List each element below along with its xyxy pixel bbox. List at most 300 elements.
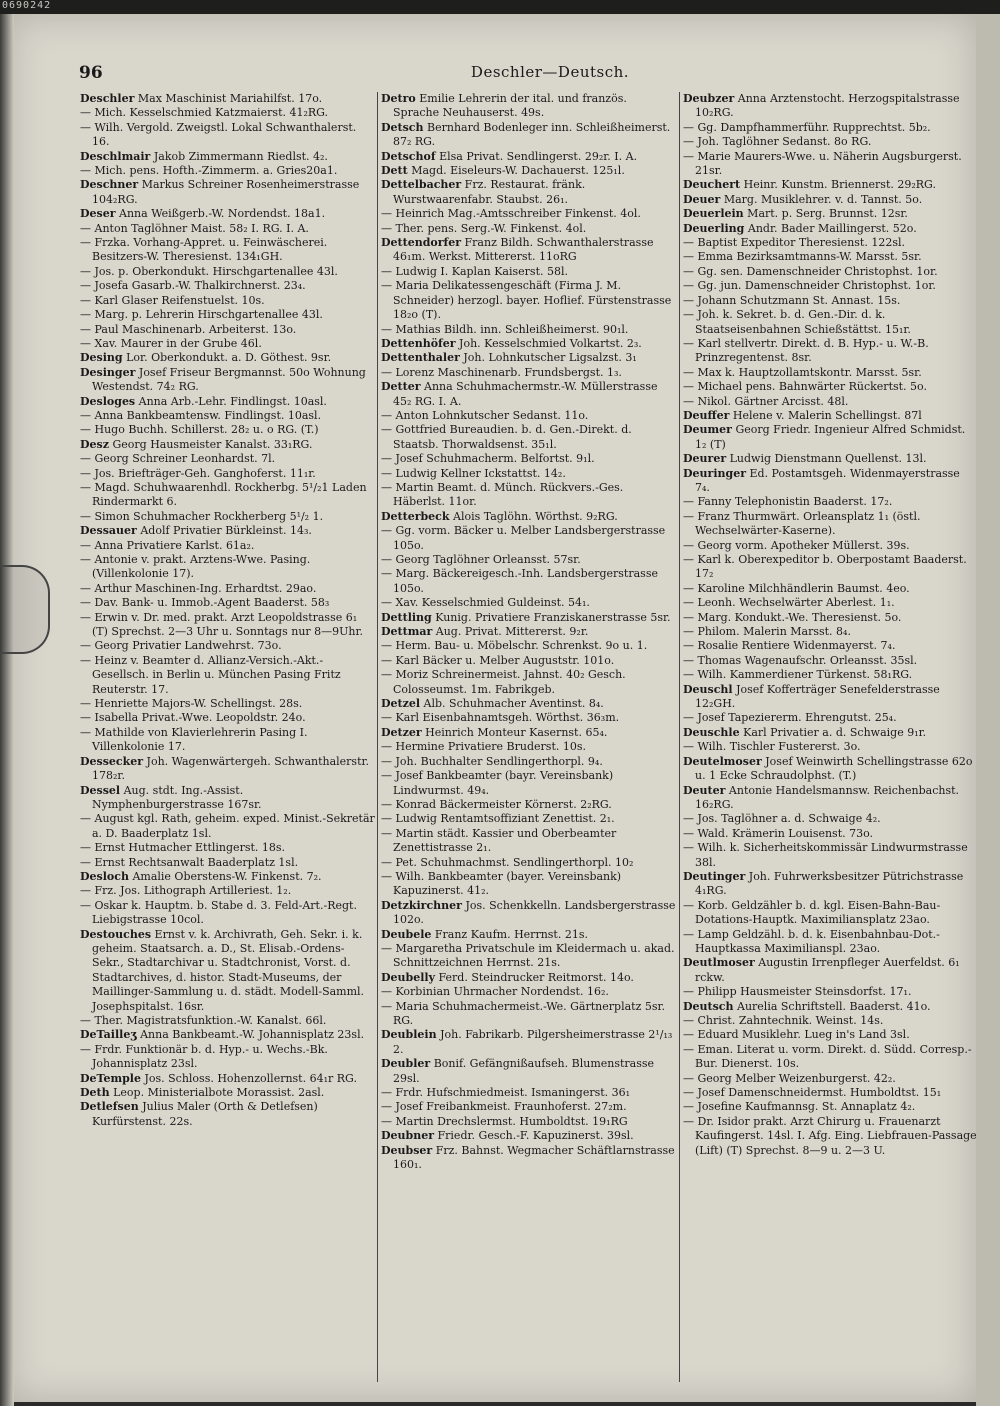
directory-entry xyxy=(683,625,978,639)
entry-surname: Dettenthaler xyxy=(381,351,460,365)
directory-entry xyxy=(381,178,676,207)
scan-id: 0690242 xyxy=(2,0,52,11)
entry-details: — Josefa Gasarb.-W. Thalkirchnerst. 23₄. xyxy=(80,279,306,293)
directory-entry xyxy=(381,812,676,826)
directory-entry xyxy=(381,164,676,178)
entry-surname: Deuffer xyxy=(683,408,730,422)
entry-details: Josef Weinwirth Schellingstrasse 62o u. 1 Ecke Schraudolphst. (T.) xyxy=(695,754,973,783)
directory-entry xyxy=(683,1014,978,1028)
entry-surname: Destouches xyxy=(80,927,152,941)
directory-entry xyxy=(683,279,978,293)
entry-surname: Deublein xyxy=(381,1028,437,1042)
entry-details: — Gg. vorm. Bäcker u. Melber Landsbergerstrasse 105o. xyxy=(381,524,666,552)
directory-entry xyxy=(80,1028,375,1042)
directory-entry xyxy=(80,654,375,697)
entry-details: — Karl Bäcker u. Melber Auguststr. 101o. xyxy=(381,653,615,667)
directory-entry xyxy=(683,1086,978,1100)
directory-entry xyxy=(381,711,676,725)
directory-entry xyxy=(80,222,375,236)
directory-entry xyxy=(683,366,978,380)
entry-details: — Oskar k. Hauptm. b. Stabe d. 3. Feld-Art.-Regt. Liebigstrasse 10col. xyxy=(80,898,357,927)
entry-details: — Mich. pens. Hofth.-Zimmerm. a. Gries20a1. xyxy=(80,164,338,178)
directory-entry xyxy=(381,654,676,668)
entry-details: — Josef Tapeziererm. Ehrengutst. 25₄. xyxy=(683,711,897,725)
entry-details: — Maria Schuhmachermeist.-We. Gärtnerplatz 5sr. RG. xyxy=(381,999,666,1027)
directory-entry xyxy=(683,827,978,841)
entry-details: — Josef Freibankmeist. Fraunhoferst. 27₂m. xyxy=(381,1100,627,1114)
entry-details: — Frdr. Hufschmiedmeist. Ismaningerst. 36₁ xyxy=(381,1086,631,1100)
entry-details: Anna Arb.-Lehr. Findlingst. 10asl. xyxy=(135,394,327,408)
directory-entry xyxy=(80,884,375,898)
entry-details: Jakob Zimmermann Riedlst. 4₂. xyxy=(150,149,328,163)
entry-details: — Mich. Kesselschmied Katzmaierst. 41₂RG. xyxy=(80,106,329,120)
directory-entry xyxy=(381,726,676,740)
entry-details: Franz Kaufm. Herrnst. 21s. xyxy=(431,927,588,941)
entry-details: — Fanny Telephonistin Baaderst. 17₂. xyxy=(683,495,893,509)
directory-entry xyxy=(381,423,676,452)
entry-details: Emilie Lehrerin der ital. und französ. Sprache Neuhauserst. 49s. xyxy=(393,92,627,120)
entry-details: — Heinrich Mag.-Amtsschreiber Finkenst. 4ol. xyxy=(381,207,641,221)
entry-details: — Ludwig I. Kaplan Kaiserst. 58l. xyxy=(381,264,568,278)
entry-details: — Ludwig Kellner Ickstattst. 14₂. xyxy=(381,466,566,480)
entry-details: — Antonie v. prakt. Arztens-Wwe. Pasing. (Villenkolonie 17). xyxy=(80,553,311,581)
directory-entry xyxy=(683,596,978,610)
directory-entry xyxy=(381,481,676,510)
entry-details: Adolf Privatier Bürkleinst. 14₃. xyxy=(136,524,312,538)
entry-details: — Frdr. Funktionär b. d. Hyp.- u. Wechs.-Bk. Johannisplatz 23sl. xyxy=(80,1042,328,1071)
entry-details: Max Maschinist Mariahilfst. 17o. xyxy=(134,92,323,105)
entry-details: — Josef Schuhmacherm. Belfortst. 9₁l. xyxy=(381,452,595,466)
entry-details: — Karoline Milchhändlerin Baumst. 4eo. xyxy=(683,581,910,595)
entry-details: — Georg vorm. Apotheker Müllerst. 39s. xyxy=(683,538,910,552)
entry-details: Joh. Kesselschmied Volkartst. 2₃. xyxy=(455,336,642,350)
directory-entry xyxy=(381,928,676,942)
directory-entry xyxy=(381,740,676,754)
entry-surname: Deubelly xyxy=(381,970,435,984)
directory-entry xyxy=(80,294,375,308)
directory-entry xyxy=(683,841,978,870)
directory-entry xyxy=(80,452,375,466)
entry-details: — Anton Lohnkutscher Sedanst. 11o. xyxy=(381,408,589,422)
directory-entry xyxy=(381,524,676,553)
entry-surname: Detzer xyxy=(381,725,422,739)
entry-details: — Jos. p. Oberkondukt. Hirschgartenallee 43l. xyxy=(80,264,338,278)
directory-entry xyxy=(683,178,978,192)
directory-entry xyxy=(381,1144,676,1173)
directory-entry xyxy=(80,611,375,640)
entry-surname: Deubner xyxy=(381,1129,435,1143)
directory-entry xyxy=(683,1043,978,1072)
page-clip-mark xyxy=(0,565,50,654)
directory-entry xyxy=(683,207,978,221)
entry-details: — Frz. Jos. Lithograph Artilleriest. 1₂. xyxy=(80,884,292,898)
entry-surname: Detzel xyxy=(381,697,421,711)
directory-entry xyxy=(683,337,978,366)
directory-entry xyxy=(683,380,978,394)
entry-details: — Isabella Privat.-Wwe. Leopoldstr. 24o. xyxy=(80,711,306,725)
entry-surname: Deser xyxy=(80,207,116,221)
entry-details: Aug. stdt. Ing.-Assist. Nymphenburgerstrasse 167sr. xyxy=(92,783,262,811)
directory-entry xyxy=(80,121,375,150)
entry-details: — Erwin v. Dr. med. prakt. Arzt Leopoldstrasse 6₁ (T) Sprechst. 2—3 Uhr u. Sonntags nur 8—9Uhr. xyxy=(80,610,364,639)
entry-details: — Nikol. Gärtner Arcisst. 48l. xyxy=(683,394,849,408)
directory-entry xyxy=(683,668,978,682)
entry-details: Helene v. Malerin Schellingst. 87l xyxy=(729,408,922,422)
directory-entry xyxy=(683,539,978,553)
entry-details: — Arthur Maschinen-Ing. Erhardtst. 29ao. xyxy=(80,581,317,595)
directory-entry xyxy=(683,639,978,653)
entry-details: — Gg. Dampfhammerführ. Rupprechtst. 5b₂. xyxy=(683,120,931,134)
directory-entry xyxy=(381,1057,676,1086)
directory-entry xyxy=(381,121,676,150)
directory-entry xyxy=(80,539,375,553)
entry-details: — Rosalie Rentiere Widenmayerst. 7₄. xyxy=(683,639,896,653)
entry-details: — Moriz Schreinermeist. Jahnst. 40₂ Gesch. Colosseumst. 1m. Fabrikgeb. xyxy=(381,668,626,696)
directory-entry xyxy=(381,1086,676,1100)
entry-surname: Deuschl xyxy=(683,682,733,696)
directory-entry xyxy=(381,279,676,322)
entry-details: — Gottfried Bureaudien. b. d. Gen.-Direkt. d. Staatsb. Thorwaldsenst. 35₁l. xyxy=(381,423,632,451)
entry-details: Josef Kofferträger Senefelderstrasse 12₂GH. xyxy=(695,682,940,711)
directory-entry xyxy=(683,726,978,740)
entry-details: — Christ. Zahntechnik. Weinst. 14s. xyxy=(683,1014,884,1027)
directory-entry xyxy=(381,366,676,380)
book-gutter xyxy=(0,14,14,1406)
directory-entry xyxy=(683,1115,978,1158)
directory-entry xyxy=(80,236,375,265)
directory-entry xyxy=(80,279,375,293)
directory-entry xyxy=(683,683,978,712)
entry-surname: Deschlmair xyxy=(80,149,151,163)
directory-entry xyxy=(80,711,375,725)
entry-details: Anna Schuhmachermstr.-W. Müllerstrasse 45₂ RG. I. A. xyxy=(393,380,658,408)
entry-details: Jos. Schenkkelln. Landsbergerstrasse 102o. xyxy=(393,898,676,927)
entry-details: — Xav. Kesselschmied Guldeinst. 54₁. xyxy=(381,596,590,610)
entry-details: — Marg. Kondukt.-We. Theresienst. 5o. xyxy=(683,610,902,624)
entry-details: — Marie Maurers-Wwe. u. Näherin Augsburgerst. 21sr. xyxy=(683,149,962,178)
entry-surname: Desloch xyxy=(80,869,129,883)
entry-surname: Deuringer xyxy=(683,466,746,480)
entry-details: — Gg. sen. Damenschneider Christophst. 1or. xyxy=(683,264,938,278)
directory-entry xyxy=(80,726,375,755)
entry-details: — Karl stellvertr. Direkt. d. B. Hyp.- u. W.-B. Prinzregentenst. 8sr. xyxy=(683,336,929,365)
directory-entry xyxy=(683,985,978,999)
directory-entry xyxy=(683,135,978,149)
directory-entry xyxy=(381,207,676,221)
column-rule xyxy=(377,92,378,1382)
entry-details: — Baptist Expeditor Theresienst. 122sl. xyxy=(683,236,905,250)
entry-details: — Martin Drechslermst. Humboldtst. 19₁RG xyxy=(381,1114,628,1128)
directory-entry xyxy=(80,899,375,928)
directory-entry xyxy=(80,596,375,610)
directory-entry xyxy=(683,236,978,250)
directory-entry xyxy=(381,510,676,524)
directory-entry xyxy=(381,827,676,856)
directory-entry xyxy=(683,92,978,121)
entry-surname: Deubler xyxy=(381,1057,431,1071)
entry-details: Joh. Lohnkutscher Ligsalzst. 3₁ xyxy=(459,351,637,365)
directory-entry xyxy=(381,639,676,653)
directory-entry xyxy=(683,308,978,337)
entry-details: — Martin städt. Kassier und Oberbeamter Zenettistrasse 2₁. xyxy=(381,826,617,855)
directory-entry xyxy=(381,611,676,625)
entry-details: — Anna Privatiere Karlst. 61a₂. xyxy=(80,538,255,552)
entry-details: — Wilh. Tischler Fustererst. 3o. xyxy=(683,740,861,754)
entry-details: — Korbinian Uhrmacher Nordendst. 16₂. xyxy=(381,985,609,999)
entry-details: Julius Maler (Orth & Detlefsen) Kurfürstenst. 22s. xyxy=(92,1100,318,1128)
entry-details: Georg Hausmeister Kanalst. 33₁RG. xyxy=(108,437,313,451)
directory-entry xyxy=(80,438,375,452)
directory-entry xyxy=(381,452,676,466)
entry-surname: Deuerlein xyxy=(683,207,744,221)
directory-entry xyxy=(683,740,978,754)
entry-details: Alb. Schuhmacher Aventinst. 8₄. xyxy=(420,697,604,711)
entry-details: — Magd. Schuhwaarenhdl. Rockherbg. 5¹/₂1 Laden Rindermarkt 6. xyxy=(80,480,367,509)
column-rule xyxy=(679,92,680,1382)
directory-entry xyxy=(683,1028,978,1042)
entry-details: — Ther. Magistratsfunktion.-W. Kanalst. 66l. xyxy=(80,1014,327,1027)
directory-entry xyxy=(80,812,375,841)
entry-details: — Leonh. Wechselwärter Aberlest. 1₁. xyxy=(683,596,895,610)
directory-entry xyxy=(381,755,676,769)
entry-details: — Joh. Buchhalter Sendlingerthorpl. 9₄. xyxy=(381,754,603,768)
entry-details: Antonie Handelsmannsw. Reichenbachst. 16₂RG. xyxy=(695,783,960,811)
entry-details: Anna Bankbeamt.-W. Johannisplatz 23sl. xyxy=(136,1028,365,1042)
entry-surname: Deurer xyxy=(683,452,727,466)
entry-details: Ed. Postamtsgeh. Widenmayerstrasse 7₄. xyxy=(695,466,960,494)
directory-entry xyxy=(683,870,978,899)
running-head: Deschler—Deutsch. xyxy=(470,63,630,81)
entry-surname: Deutsch xyxy=(683,999,734,1013)
entry-surname: Detzkirchner xyxy=(381,898,462,912)
directory-entry xyxy=(381,769,676,798)
entry-details: — Frzka. Vorhang-Appret. u. Feinwäscherei. Besitzers-W. Theresienst. 134₁GH. xyxy=(80,236,328,264)
directory-entry xyxy=(683,1000,978,1014)
entry-surname: Detschof xyxy=(381,149,436,163)
entry-details: Frz. Restaurat. fränk. Wurstwaarenfabr. Staubst. 26₁. xyxy=(393,178,586,206)
directory-entry xyxy=(683,121,978,135)
entry-details: — Ludwig Rentamtsoffiziant Zenettist. 2₁. xyxy=(381,812,615,826)
entry-details: Franz Bildh. Schwanthalerstrasse 46₁m. Werkst. Mittererst. 11oRG xyxy=(393,236,654,264)
directory-entry xyxy=(80,553,375,582)
directory-entry xyxy=(381,567,676,596)
directory-entry xyxy=(381,596,676,610)
entry-surname: Deschler xyxy=(80,92,135,105)
directory-entry xyxy=(381,150,676,164)
entry-details: Anna Weißgerb.-W. Nordendst. 18a1. xyxy=(115,207,326,221)
directory-entry xyxy=(381,467,676,481)
entry-surname: Desing xyxy=(80,351,123,365)
directory-entry xyxy=(381,899,676,928)
entry-details: — Korb. Geldzähler b. d. kgl. Eisen-Bahn-Bau-Dotations-Hauptk. Maximiliansplatz 23ao. xyxy=(683,898,941,927)
entry-surname: Dessel xyxy=(80,783,121,797)
directory-entry xyxy=(683,510,978,539)
entry-details: Marg. Musiklehrer. v. d. Tannst. 5o. xyxy=(720,192,923,206)
entry-details: — Wilh. Vergold. Zweigstl. Lokal Schwanthalerst. 16. xyxy=(80,120,357,149)
directory-entry xyxy=(80,755,375,784)
directory-entry xyxy=(80,366,375,395)
entry-details: Augustin Irrenpfleger Auerfeldst. 6₁ rckw. xyxy=(695,956,960,984)
entry-details: — Pet. Schuhmachmst. Sendlingerthorpl. 10₂ xyxy=(381,855,634,869)
directory-entry xyxy=(683,250,978,264)
directory-entry xyxy=(80,697,375,711)
entry-surname: Detlefsen xyxy=(80,1100,139,1114)
directory-entry xyxy=(683,423,978,452)
directory-entry xyxy=(80,337,375,351)
entry-details: — Dav. Bank- u. Immob.-Agent Baaderst. 58₃ xyxy=(80,596,330,610)
entry-details: Frz. Bahnst. Wegmacher Schäftlarnstrasse 160₁. xyxy=(393,1143,675,1172)
entry-details: Andr. Bader Maillingerst. 52o. xyxy=(744,221,917,235)
directory-entry xyxy=(80,150,375,164)
directory-entry xyxy=(683,467,978,496)
directory-entry xyxy=(683,395,978,409)
directory-entry xyxy=(80,870,375,884)
entry-details: Kunig. Privatiere Franziskanerstrasse 5sr. xyxy=(431,610,671,624)
directory-entry xyxy=(80,856,375,870)
entry-details: — Georg Schreiner Leonhardst. 7l. xyxy=(80,452,276,466)
entry-details: — Ther. pens. Serg.-W. Finkenst. 4ol. xyxy=(381,221,587,235)
entry-surname: Detterbeck xyxy=(381,509,450,523)
directory-entry xyxy=(683,553,978,582)
entry-details: Aurelia Schriftstell. Baaderst. 41o. xyxy=(733,999,931,1013)
entry-details: — Josef Bankbeamter (bayr. Vereinsbank) Lindwurmst. 49₄. xyxy=(381,769,614,797)
entry-details: Ferd. Steindrucker Reitmorst. 14o. xyxy=(434,970,634,984)
entry-details: — Marg. p. Lehrerin Hirschgartenallee 43l. xyxy=(80,308,323,322)
entry-surname: Desloges xyxy=(80,394,136,408)
entry-details: — Karl k. Oberexpeditor b. Oberpostamt Baaderst. 17₂ xyxy=(683,553,967,581)
entry-details: — Joh. Taglöhner Sedanst. 8o RG. xyxy=(683,135,872,149)
entry-details: Amalie Oberstens-W. Finkenst. 7₂. xyxy=(128,869,322,883)
entry-surname: Deutinger xyxy=(683,869,746,883)
directory-entry xyxy=(381,856,676,870)
directory-entry xyxy=(80,1100,375,1129)
directory-entry xyxy=(683,928,978,957)
entry-details: Friedr. Gesch.-F. Kapuzinerst. 39sl. xyxy=(434,1129,634,1143)
entry-surname: Detro xyxy=(381,92,416,105)
directory-entry xyxy=(381,337,676,351)
directory-entry xyxy=(381,380,676,409)
entry-surname: Dettenhöfer xyxy=(381,336,456,350)
directory-entry xyxy=(381,351,676,365)
directory-entry xyxy=(683,409,978,423)
entry-surname: Dettling xyxy=(381,610,432,624)
entry-details: Ludwig Dienstmann Quellenst. 13l. xyxy=(726,452,927,466)
directory-entry xyxy=(683,265,978,279)
entry-details: — Herm. Bau- u. Möbelschr. Schrenkst. 9o u. 1. xyxy=(381,639,648,653)
directory-entry xyxy=(683,711,978,725)
directory-entry xyxy=(381,1000,676,1029)
entry-surname: Dettendorfer xyxy=(381,236,462,250)
directory-entry xyxy=(381,1129,676,1143)
entry-details: Alois Taglöhn. Wörthst. 9₂RG. xyxy=(449,509,618,523)
entry-surname: Deumer xyxy=(683,423,732,437)
directory-entry xyxy=(381,265,676,279)
directory-entry xyxy=(80,351,375,365)
entry-surname: Deutelmoser xyxy=(683,754,762,768)
entry-details: — Josefine Kaufmannsg. St. Annaplatz 4₂. xyxy=(683,1100,916,1114)
directory-entry xyxy=(381,798,676,812)
next-page-edge xyxy=(976,14,1000,1406)
entry-details: — Paul Maschinenarb. Arbeiterst. 13o. xyxy=(80,322,297,336)
entry-details: — Heinz v. Beamter d. Allianz-Versich.-Akt.-Gesellsch. in Berlin u. München Pasing Fritz Reuterstr. 17. xyxy=(80,653,341,696)
entry-details: Ernst v. k. Archivrath, Geh. Sekr. i. k. geheim. Staatsarch. a. D., St. Elisab.-Ordens-Sekr., Stadtarchivar u. Stadtchronist, Vorst. d. Stadtarchives, d. histor. Stadt-Museums, der Maillinger-Sammlung u. d. städt. Modell-Samml. Josephspitalst. 16sr. xyxy=(92,927,365,1013)
entry-details: Heinr. Kunstm. Briennerst. 29₂RG. xyxy=(740,178,936,192)
entry-details: — Johann Schutzmann St. Annast. 15s. xyxy=(683,293,901,307)
entry-surname: Deubzer xyxy=(683,92,735,105)
entry-details: — Karl Eisenbahnamtsgeh. Wörthst. 36₃m. xyxy=(381,711,620,725)
entry-details: — Max k. Hauptzollamtskontr. Marsst. 5sr. xyxy=(683,365,922,379)
directory-entry xyxy=(683,899,978,928)
directory-entry xyxy=(683,784,978,813)
entry-surname: Deubele xyxy=(381,927,432,941)
directory-entry xyxy=(381,92,676,121)
directory-entry xyxy=(80,207,375,221)
entry-surname: Detter xyxy=(381,380,421,394)
directory-entry xyxy=(381,323,676,337)
directory-entry xyxy=(80,308,375,322)
directory-entry xyxy=(381,625,676,639)
entry-surname: Dessauer xyxy=(80,524,137,538)
entry-details: — Georg Taglöhner Orleansst. 57sr. xyxy=(381,553,581,566)
entry-details: — Georg Privatier Landwehrst. 73o. xyxy=(80,639,282,653)
entry-details: Anna Arztenstocht. Herzogspitalstrasse 10₂RG. xyxy=(695,92,960,120)
entry-details: — Philipp Hausmeister Steinsdorfst. 17₁. xyxy=(683,985,912,999)
directory-entry xyxy=(381,1115,676,1129)
entry-details: — Karl Glaser Reifenstuelst. 10s. xyxy=(80,293,265,307)
entry-details: — Lorenz Maschinenarb. Frundsbergst. 1₃. xyxy=(381,365,622,379)
entry-details: — Georg Melber Weizenburgerst. 42₂. xyxy=(683,1071,896,1085)
entry-details: Joh. Wagenwärtergeh. Schwanthalerstr. 178₂r. xyxy=(92,754,370,783)
directory-entry xyxy=(80,323,375,337)
directory-entry xyxy=(80,481,375,510)
directory-entry xyxy=(381,942,676,971)
directory-entry xyxy=(683,812,978,826)
entry-details: — Maria Delikatessengeschäft (Firma J. M. Schneider) herzogl. bayer. Hoflief. Fürstenstrasse 18₂o (T). xyxy=(381,279,672,322)
entry-details: — Josef Damenschneidermst. Humboldtst. 15₁ xyxy=(683,1086,942,1100)
entry-surname: Deuter xyxy=(683,783,726,797)
entry-details: — Mathilde von Klavierlehrerin Pasing I. Villenkolonie 17. xyxy=(80,725,308,754)
entry-details: Bernhard Bodenleger inn. Schleißheimerst. 87₂ RG. xyxy=(393,120,671,149)
entry-details: — Lamp Geldzähl. b. d. k. Eisenbahnbau-Dot.-Hauptkassa Maximilianspl. 23ao. xyxy=(683,927,940,955)
entry-surname: Deuerling xyxy=(683,221,745,235)
directory-entry xyxy=(80,784,375,813)
directory-entry xyxy=(381,985,676,999)
entry-details: Bonif. Gefängnißaufseh. Blumenstrasse 29sl. xyxy=(393,1057,655,1085)
entry-details: — Martin Beamt. d. Münch. Rückvers.-Ges. Häberlst. 11or. xyxy=(381,480,624,509)
entry-surname: DeTemple xyxy=(80,1071,141,1085)
entry-details: — Henriette Majors-W. Schellingst. 28s. xyxy=(80,697,303,711)
entry-details: Joh. Fabrikarb. Pilgersheimerstrasse 2¹/₁₃ 2. xyxy=(393,1028,673,1056)
directory-entry xyxy=(80,395,375,409)
directory-entry xyxy=(80,841,375,855)
entry-details: — Eman. Literat u. vorm. Direkt. d. Südd. Corresp.-Bur. Dienerst. 10s. xyxy=(683,1042,972,1071)
directory-entry xyxy=(80,524,375,538)
entry-details: — Wilh. Kammerdiener Türkenst. 58₁RG. xyxy=(683,668,913,682)
directory-entry xyxy=(80,1086,375,1100)
directory-entry xyxy=(80,582,375,596)
directory-entry xyxy=(683,611,978,625)
entry-details: Georg Friedr. Ingenieur Alfred Schmidst. 1₂ (T) xyxy=(695,423,966,451)
directory-entry xyxy=(80,510,375,524)
directory-entry xyxy=(80,409,375,423)
entry-surname: Deuer xyxy=(683,192,721,206)
entry-details: Karl Privatier a. d. Schwaige 9₁r. xyxy=(739,725,927,739)
entry-details: — Anton Taglöhner Maist. 58₂ I. RG. I. A. xyxy=(80,221,309,235)
entry-details: — Wilh. Bankbeamter (bayer. Vereinsbank) Kapuzinerst. 41₂. xyxy=(381,869,622,898)
entry-surname: Desz xyxy=(80,437,109,451)
directory-entry xyxy=(80,164,375,178)
directory-entry xyxy=(381,409,676,423)
